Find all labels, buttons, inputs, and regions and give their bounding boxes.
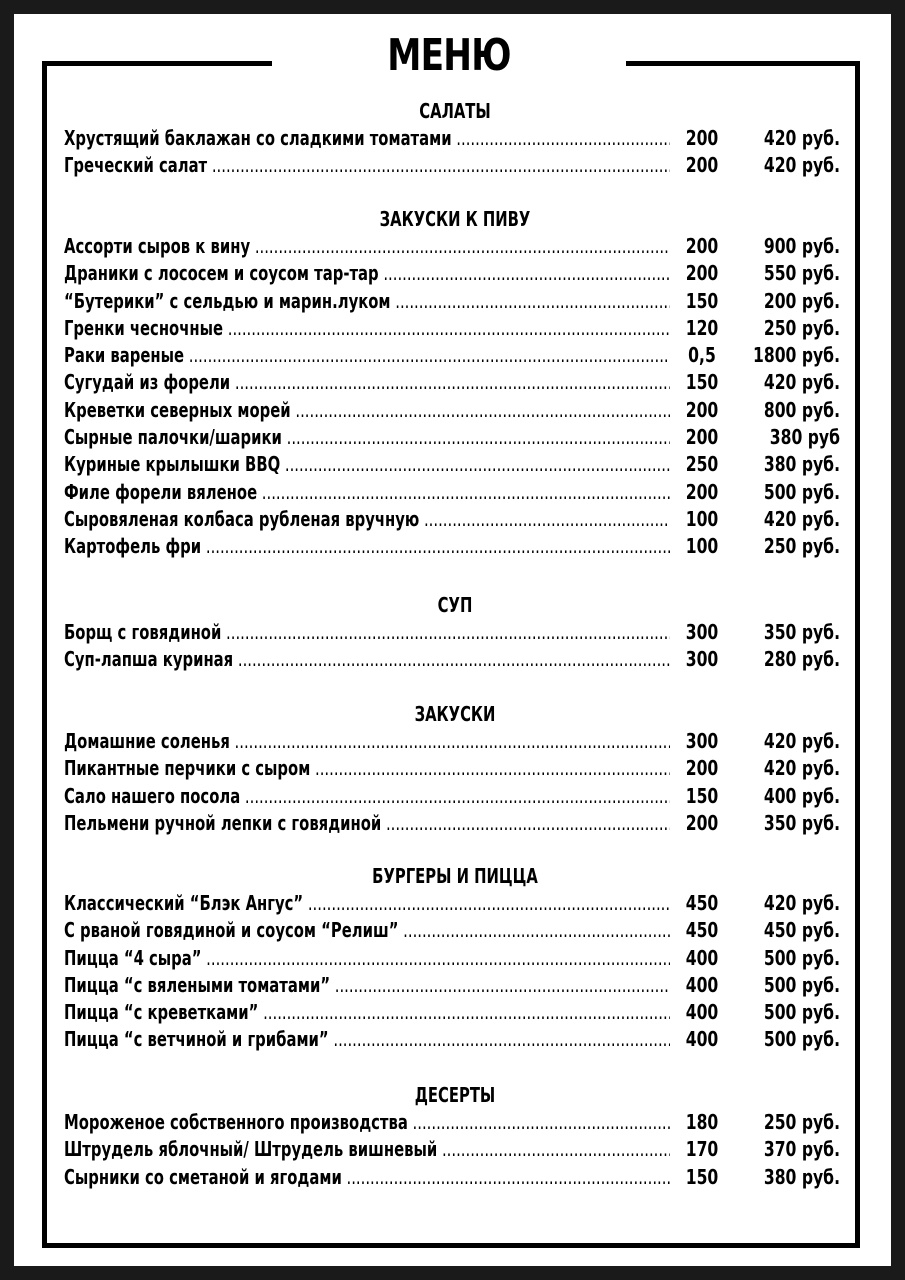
menu-item-name-wrap — [64, 1136, 670, 1163]
menu-item-price: 420 руб. — [763, 506, 840, 531]
menu-item — [60, 152, 850, 179]
menu-item-name: Гренки чесночные ..... — [64, 315, 670, 342]
menu-item-weight: 120 — [685, 315, 719, 340]
menu-item — [60, 945, 850, 972]
menu-item-weight: 300 — [685, 620, 719, 644]
menu-item-name: Домашние соленья ..... — [64, 728, 670, 755]
menu-item — [60, 728, 850, 755]
menu-item-name-wrap — [64, 260, 670, 287]
menu-item-name-wrap — [64, 999, 670, 1026]
menu-item-weight: 150 — [685, 1164, 719, 1189]
menu-item-name: Пикантные перчики с сыром ..... — [64, 755, 670, 782]
section-title: ЗАКУСКИ К ПИВУ — [379, 207, 531, 231]
menu-item-price: 420 руб. — [763, 756, 840, 781]
menu-item-weight: 400 — [685, 1000, 719, 1025]
menu-item-price: 280 руб. — [763, 647, 840, 672]
menu-item-price: 450 руб. — [763, 918, 840, 943]
menu-item — [60, 1026, 850, 1053]
menu-item-name: Филе форели вяленое ..... — [64, 479, 670, 506]
section-title: САЛАТЫ — [419, 99, 491, 123]
menu-item-name: Раки вареные ..... — [64, 342, 670, 369]
menu-item — [60, 233, 850, 260]
menu-item-price: 200 руб. — [763, 288, 840, 313]
menu-item-name: Сало нашего посола ..... — [64, 783, 670, 810]
menu-item-price: 550 руб. — [763, 261, 840, 286]
menu-item — [60, 999, 850, 1026]
menu-item-name-wrap — [64, 288, 670, 315]
menu-item-name: Сугудай из форели ..... — [64, 369, 670, 396]
menu-item-weight: 150 — [685, 288, 719, 313]
menu-item-price: 420 руб. — [763, 370, 840, 395]
menu-item-name: Сырники со сметаной и ягодами ..... — [64, 1164, 670, 1191]
menu-item-name: Классический “Блэк Ангус” ..... — [64, 890, 670, 917]
menu-item-name-wrap — [64, 1109, 670, 1136]
title-rule-right — [626, 61, 860, 66]
menu-item-name-wrap — [64, 152, 670, 179]
menu-item — [60, 1136, 850, 1163]
menu-item — [60, 917, 850, 944]
menu-item-weight: 200 — [685, 234, 719, 258]
menu-item — [60, 424, 850, 451]
menu-item-weight: 400 — [685, 972, 719, 997]
menu-item-name: Борщ с говядиной ..... — [64, 619, 670, 646]
menu-item-name-wrap — [64, 451, 670, 478]
menu-item-name-wrap — [64, 890, 670, 917]
menu-item-price: 800 руб. — [763, 397, 840, 422]
menu-item — [60, 397, 850, 424]
menu-item-name: Сырные палочки/шарики ..... — [64, 424, 670, 451]
menu-item-name-wrap — [64, 972, 670, 999]
menu-item-name-wrap — [64, 397, 670, 424]
menu-title: МЕНЮ — [387, 30, 511, 81]
menu-item-price: 350 руб. — [763, 620, 840, 644]
menu-item-price: 250 руб. — [763, 1110, 840, 1134]
menu-item-name: Куриные крылышки BBQ ..... — [64, 451, 670, 478]
menu-item-name: “Бутерики” с сельдью и марин.луком ..... — [64, 288, 670, 315]
menu-item-name: Пицца “4 сыра” ..... — [64, 945, 670, 972]
menu-item-price: 900 руб. — [763, 234, 840, 258]
menu-item-weight: 450 — [685, 918, 719, 943]
menu-item-price: 380 руб. — [763, 1164, 840, 1189]
menu-section — [60, 591, 850, 674]
menu-item-name: Греческий салат ..... — [64, 152, 670, 179]
menu-item-weight: 400 — [685, 945, 719, 970]
menu-item — [60, 451, 850, 478]
menu-item-name-wrap — [64, 369, 670, 396]
menu-item-price: 380 руб — [769, 425, 840, 450]
menu-item-name: Суп-лапша куриная ..... — [64, 646, 670, 673]
menu-item-name: Драники с лососем и соусом тар-тар ..... — [64, 260, 670, 287]
menu-item-name-wrap — [64, 479, 670, 506]
menu-item-name: Пицца “с креветками” ..... — [64, 999, 670, 1026]
menu-item — [60, 479, 850, 506]
menu-item-weight: 200 — [685, 425, 719, 450]
menu-item-name-wrap — [64, 506, 670, 533]
menu-item-weight: 200 — [685, 397, 719, 422]
menu-item-name-wrap — [64, 619, 670, 646]
menu-item-name: Штрудель яблочный/ Штрудель вишневый ..... — [64, 1136, 670, 1163]
title-rule-left — [42, 61, 272, 66]
menu-section — [60, 862, 850, 1054]
menu-item — [60, 125, 850, 152]
menu-item-name: Ассорти сыров к вину ..... — [64, 233, 670, 260]
menu-item-name: Картофель фри ..... — [64, 533, 670, 560]
menu-item — [60, 369, 850, 396]
menu-item-weight: 100 — [685, 506, 719, 531]
menu-item-price: 500 руб. — [763, 1000, 840, 1025]
menu-item-name-wrap — [64, 342, 670, 369]
menu-item-weight: 150 — [685, 783, 719, 808]
menu-item-name-wrap — [64, 646, 670, 673]
menu-item-name-wrap — [64, 917, 670, 944]
menu-item-price: 400 руб. — [763, 783, 840, 808]
menu-section — [60, 700, 850, 837]
menu-item-price: 350 руб. — [763, 810, 840, 835]
menu-item-weight: 200 — [685, 756, 719, 781]
menu-item-price: 1800 руб. — [752, 343, 840, 368]
menu-item — [60, 783, 850, 810]
menu-item-name-wrap — [64, 810, 670, 837]
menu-item-weight: 300 — [685, 647, 719, 672]
menu-item-name: Пицца “с вялеными томатами” ..... — [64, 972, 670, 999]
menu-item-name: Хрустящий баклажан со сладкими томатами ..... — [64, 125, 670, 152]
section-title: ДЕСЕРТЫ — [414, 1083, 496, 1107]
menu-item-name-wrap — [64, 1026, 670, 1053]
menu-item-weight: 150 — [685, 370, 719, 395]
menu-item-name: Пицца “с ветчиной и грибами” ..... — [64, 1026, 670, 1053]
menu-item-name-wrap — [64, 315, 670, 342]
menu-item-name-wrap — [64, 783, 670, 810]
menu-item-name-wrap — [64, 728, 670, 755]
menu-item-weight: 0,5 — [688, 343, 716, 368]
menu-item — [60, 1109, 850, 1136]
menu-item-price: 380 руб. — [763, 452, 840, 477]
menu-section — [60, 1081, 850, 1191]
menu-item — [60, 533, 850, 560]
menu-item — [60, 646, 850, 673]
menu-item-weight: 250 — [685, 452, 719, 477]
menu-item-price: 500 руб. — [763, 1027, 840, 1052]
menu-item-price: 250 руб. — [763, 315, 840, 340]
section-title: ЗАКУСКИ — [414, 702, 496, 726]
menu-item-price: 420 руб. — [763, 729, 840, 753]
menu-item-weight: 180 — [685, 1110, 719, 1134]
section-title: БУРГЕРЫ И ПИЦЦА — [372, 864, 538, 888]
menu-item — [60, 972, 850, 999]
menu-item-name: Мороженое собственного производства ..... — [64, 1109, 670, 1136]
menu-item — [60, 810, 850, 837]
section-title: СУП — [437, 593, 473, 617]
menu-item-weight: 170 — [685, 1137, 719, 1162]
menu-item-name-wrap — [64, 125, 670, 152]
menu-section — [60, 205, 850, 561]
menu-item-weight: 200 — [685, 810, 719, 835]
menu-item — [60, 1164, 850, 1191]
menu-section — [60, 97, 850, 180]
menu-item-name: Сыровяленая колбаса рубленая вручную ..... — [64, 506, 670, 533]
menu-item-price: 250 руб. — [763, 534, 840, 559]
menu-item-price: 420 руб. — [763, 153, 840, 178]
menu-item — [60, 619, 850, 646]
menu-item-price: 420 руб. — [763, 126, 840, 150]
menu-item-price: 500 руб. — [763, 945, 840, 970]
menu-item-weight: 200 — [685, 261, 719, 286]
menu-item-price: 420 руб. — [763, 891, 840, 915]
menu-item — [60, 890, 850, 917]
menu-item — [60, 506, 850, 533]
menu-item-weight: 300 — [685, 729, 719, 753]
menu-item — [60, 260, 850, 287]
menu-item-name-wrap — [64, 1164, 670, 1191]
menu-item-weight: 200 — [685, 479, 719, 504]
menu-item-name-wrap — [64, 424, 670, 451]
menu-item-name: Креветки северных морей ..... — [64, 397, 670, 424]
menu-item-weight: 200 — [685, 153, 719, 178]
menu-item — [60, 315, 850, 342]
menu-item-price: 370 руб. — [763, 1137, 840, 1162]
menu-item — [60, 755, 850, 782]
menu-item-name: С рваной говядиной и соусом “Релиш” ..... — [64, 917, 670, 944]
menu-item-weight: 100 — [685, 534, 719, 559]
menu-item-weight: 450 — [685, 891, 719, 915]
menu-item-name: Пельмени ручной лепки с говядиной ..... — [64, 810, 670, 837]
menu-item — [60, 288, 850, 315]
menu-item-weight: 400 — [685, 1027, 719, 1052]
menu-item-name-wrap — [64, 533, 670, 560]
menu-item-name-wrap — [64, 945, 670, 972]
menu-item-weight: 200 — [685, 126, 719, 150]
menu-item-price: 500 руб. — [763, 972, 840, 997]
menu-item — [60, 342, 850, 369]
menu-item-name-wrap — [64, 755, 670, 782]
menu-item-name-wrap — [64, 233, 670, 260]
menu-item-price: 500 руб. — [763, 479, 840, 504]
